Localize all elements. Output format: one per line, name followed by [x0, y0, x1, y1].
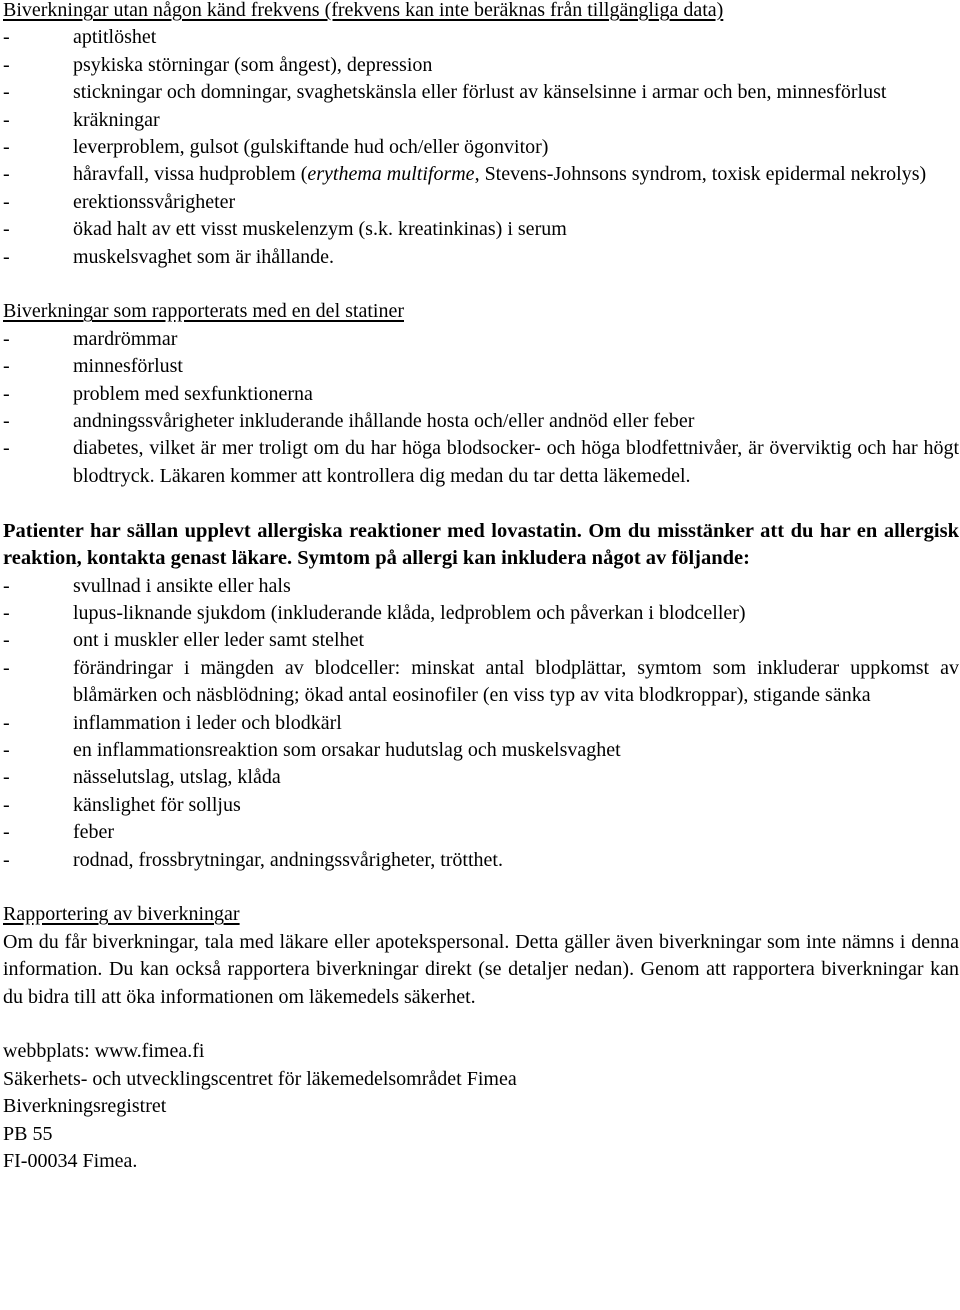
allergy-warning: Patienter har sällan upplevt allergiska reaktioner med lovastatin. Om du misstänker att du har en allergisk reaktion, kontakta genast läkare. Symtom på allergi kan inkludera något av följande: — [3, 519, 959, 570]
contact-block — [3, 1038, 959, 1175]
hair-item-text-after: , Stevens-Johnsons syndrom, toxisk epidermal nekrolys) — [474, 163, 927, 186]
spacer — [3, 1011, 959, 1038]
unknown-frequency-list — [3, 24, 959, 271]
contact-organization: Säkerhets- och utvecklingscentret för läkemedelsområdet Fimea — [3, 1067, 517, 1090]
list-item: - rodnad, frossbrytningar, andningssvårigheter, trötthet. — [3, 847, 959, 874]
list-item: - aptitlöshet — [3, 24, 959, 51]
list-item: - leverproblem, gulsot (gulskiftande hud och/eller ögonvitor) — [3, 134, 959, 161]
list-item: - andningssvårigheter inkluderande ihållande hosta och/eller andnöd eller feber — [3, 408, 959, 435]
list-item: - erektionssvårigheter — [3, 189, 959, 216]
spacer — [3, 271, 959, 298]
list-item: - inflammation i leder och blodkärl — [3, 710, 959, 737]
spacer — [3, 874, 959, 901]
list-item: - muskelsvaghet som är ihållande. — [3, 244, 959, 271]
statins-list — [3, 326, 959, 490]
list-item: - nässelutslag, utslag, klåda — [3, 764, 959, 791]
list-item: - mardrömmar — [3, 326, 959, 353]
contact-po-box: PB 55 — [3, 1122, 53, 1145]
list-item-hair-loss — [3, 161, 959, 188]
contact-postal-code: FI-00034 Fimea. — [3, 1150, 138, 1172]
list-item: - diabetes, vilket är mer troligt om du har höga blodsocker- och höga blodfettnivåer, är överviktig och har högt blodtryck. Läkaren kommer att kontrollera dig medan du tar detta läkemedel. — [3, 435, 959, 490]
section-heading-statins: Biverkningar som rapporterats med en del statiner — [3, 300, 404, 323]
list-item: - kräkningar — [3, 107, 959, 134]
document-page — [3, 0, 959, 1175]
spacer — [3, 490, 959, 517]
list-item: - psykiska störningar (som ångest), depression — [3, 52, 959, 79]
section-heading-unknown-frequency: Biverkningar utan någon känd frekvens (frekvens kan inte beräknas från tillgängliga data) — [3, 0, 724, 21]
contact-registry: Biverkningsregistret — [3, 1095, 167, 1118]
list-item: - lupus-liknande sjukdom (inkluderande klåda, ledproblem och påverkan i blodceller) — [3, 600, 959, 627]
list-item: - problem med sexfunktionerna — [3, 381, 959, 408]
contact-website: webbplats: www.fimea.fi — [3, 1040, 205, 1063]
list-item: - svullnad i ansikte eller hals — [3, 573, 959, 600]
list-item: - en inflammationsreaktion som orsakar hudutslag och muskelsvaghet — [3, 737, 959, 764]
list-item: - minnesförlust — [3, 353, 959, 380]
list-item: - ont i muskler eller leder samt stelhet — [3, 627, 959, 654]
hair-item-text-before: håravfall, vissa hudproblem ( — [73, 163, 308, 186]
list-item: - ökad halt av ett visst muskelenzym (s.k. kreatinkinas) i serum — [3, 216, 959, 243]
list-item: - förändringar i mängden av blodceller: minskat antal blodplättar, symtom som inkluderar uppkomst av blåmärken och näsblödning; ökad antal eosinofiler (en viss typ av vita blodkroppar), stigande sänka — [3, 655, 959, 710]
reporting-paragraph: Om du får biverkningar, tala med läkare eller apotekspersonal. Detta gäller även biverkningar som inte nämns i denna information. Du kan också rapportera biverkningar direkt (se detaljer nedan). Genom att rapportera biverkningar kan du bidra till att öka informationen om läkemedels säkerhet. — [3, 930, 959, 1008]
hair-item-italic-term: erythema multiforme — [307, 163, 475, 186]
section-heading-reporting: Rapportering av biverkningar — [3, 903, 240, 926]
allergy-symptom-list — [3, 573, 959, 874]
list-item: - känslighet för solljus — [3, 792, 959, 819]
list-item: - stickningar och domningar, svaghetskänsla eller förlust av känselsinne i armar och ben, minnesförlust — [3, 79, 959, 106]
list-item: - feber — [3, 819, 959, 846]
